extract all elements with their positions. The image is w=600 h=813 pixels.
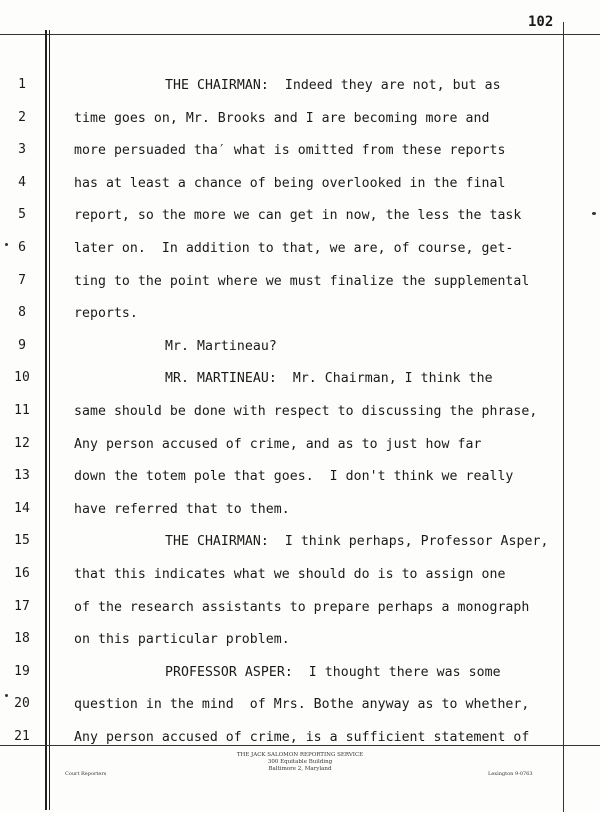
top-rule <box>0 34 600 35</box>
footer-address-line2: Baltimore 2, Maryland <box>268 766 332 772</box>
transcript-line: on this particular problem. <box>74 632 290 648</box>
transcript-line: down the totem pole that goes. I don't think we really <box>74 469 514 485</box>
line-number: 12 <box>14 435 30 451</box>
transcript-line: Any person accused of crime, is a sufficient statement of <box>74 730 530 745</box>
scan-speck <box>5 694 8 697</box>
line-number: 11 <box>14 403 30 418</box>
scan-speck <box>592 212 596 215</box>
transcript-line: Mr. Martineau? <box>165 338 277 354</box>
footer-service-name: THE JACK SALOMON REPORTING SERVICE <box>236 752 364 758</box>
line-number: 9 <box>18 337 26 353</box>
reporting-service-footer <box>200 752 400 773</box>
transcript-line: THE CHAIRMAN: I think perhaps, Professor Asper, <box>165 534 549 550</box>
line-number: 18 <box>14 631 30 647</box>
bottom-rule <box>0 745 600 746</box>
line-number: 10 <box>14 370 30 386</box>
footer-address-line1: 300 Equitable Building <box>267 759 333 765</box>
transcript-line: THE CHAIRMAN: Indeed they are not, but as <box>165 78 501 93</box>
scan-speck <box>5 243 8 246</box>
line-number: 14 <box>14 500 30 516</box>
line-number: 7 <box>18 272 26 288</box>
transcript-line: question in the mind of Mrs. Bothe anyway as to whether, <box>74 697 530 713</box>
transcript-line: time goes on, Mr. Brooks and I are becoming more and <box>74 110 490 126</box>
line-number: 6 <box>18 240 26 255</box>
left-margin-rule-inner <box>49 30 50 810</box>
page-number: 102 <box>528 14 554 30</box>
line-number: 17 <box>14 598 30 614</box>
transcript-line: ting to the point where we must finalize the supplemental <box>74 273 530 289</box>
footer-right-phone: Lexington 9-0763 <box>488 771 533 777</box>
transcript-line: have referred that to them. <box>74 501 290 517</box>
line-number: 8 <box>18 305 26 321</box>
transcript-line: later on. In addition to that, we are, of course, get- <box>74 241 514 256</box>
line-number: 19 <box>14 663 30 679</box>
transcript-line: more persuaded tha′ what is omitted from these reports <box>74 143 506 159</box>
right-margin-rule <box>563 22 564 812</box>
line-number: 16 <box>14 566 30 581</box>
footer-left-label: Court Reporters <box>65 771 107 777</box>
line-number: 13 <box>14 468 30 484</box>
transcript-line: reports. <box>74 306 138 322</box>
line-number: 15 <box>14 533 30 549</box>
transcript-line: report, so the more we can get in now, the less the task <box>74 208 522 224</box>
transcript-line: of the research assistants to prepare perhaps a monograph <box>74 599 530 615</box>
transcript-line: Any person accused of crime, and as to just how far <box>74 436 482 452</box>
line-number: 4 <box>18 174 26 190</box>
transcript-line: has at least a chance of being overlooked in the final <box>74 175 506 191</box>
line-number: 5 <box>18 207 26 223</box>
line-number: 20 <box>14 696 30 712</box>
transcript-line: MR. MARTINEAU: Mr. Chairman, I think the <box>165 371 493 387</box>
left-margin-rule <box>45 30 47 810</box>
line-number: 21 <box>14 729 30 744</box>
transcript-line: that this indicates what we should do is to assign one <box>74 567 506 582</box>
transcript-line: PROFESSOR ASPER: I thought there was some <box>165 664 501 680</box>
line-number: 2 <box>18 109 26 125</box>
line-number: 3 <box>18 142 26 158</box>
transcript-line: same should be done with respect to discussing the phrase, <box>74 404 538 419</box>
line-number: 1 <box>18 77 26 92</box>
